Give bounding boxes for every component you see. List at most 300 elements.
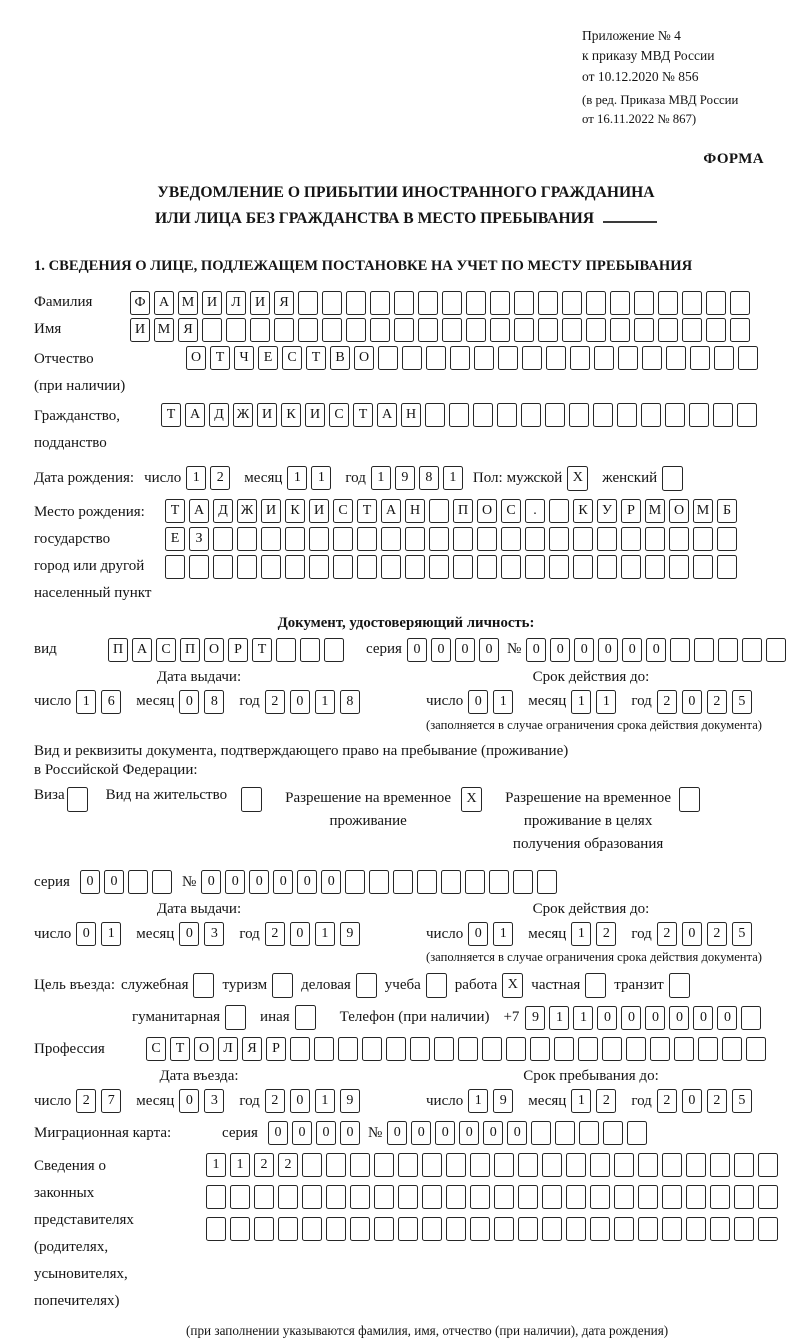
form-cell[interactable] bbox=[682, 318, 702, 342]
form-cell[interactable]: 1 bbox=[76, 690, 96, 714]
form-cell[interactable] bbox=[714, 346, 734, 370]
form-cell[interactable] bbox=[165, 555, 185, 579]
form-cell[interactable]: П bbox=[108, 638, 128, 662]
form-cell[interactable] bbox=[638, 1153, 658, 1177]
form-cell[interactable] bbox=[593, 403, 613, 427]
form-cell[interactable] bbox=[626, 1037, 646, 1061]
form-cell[interactable] bbox=[466, 318, 486, 342]
form-cell[interactable]: 0 bbox=[574, 638, 594, 662]
form-cell[interactable] bbox=[538, 291, 558, 315]
form-cell[interactable] bbox=[734, 1217, 754, 1241]
form-cell[interactable]: 1 bbox=[101, 922, 121, 946]
form-cell[interactable] bbox=[346, 291, 366, 315]
form-cell[interactable] bbox=[370, 318, 390, 342]
form-cell[interactable] bbox=[690, 346, 710, 370]
form-cell[interactable]: Т bbox=[210, 346, 230, 370]
form-cell[interactable] bbox=[573, 527, 593, 551]
form-cell[interactable] bbox=[686, 1185, 706, 1209]
form-cell[interactable] bbox=[521, 403, 541, 427]
form-cell[interactable] bbox=[542, 1153, 562, 1177]
form-cell[interactable]: 1 bbox=[315, 690, 335, 714]
form-cell[interactable]: И bbox=[202, 291, 222, 315]
form-cell[interactable] bbox=[614, 1153, 634, 1177]
form-cell[interactable] bbox=[693, 527, 713, 551]
form-cell[interactable] bbox=[686, 1153, 706, 1177]
purpose-official-checkbox[interactable] bbox=[193, 973, 214, 998]
form-cell[interactable]: 5 bbox=[732, 922, 752, 946]
form-cell[interactable] bbox=[434, 1037, 454, 1061]
form-cell[interactable]: 1 bbox=[315, 1089, 335, 1113]
form-cell[interactable]: 2 bbox=[210, 466, 230, 490]
form-cell[interactable] bbox=[617, 403, 637, 427]
temp-residence-edu-checkbox[interactable] bbox=[679, 787, 700, 812]
form-cell[interactable]: И bbox=[257, 403, 277, 427]
form-cell[interactable]: 0 bbox=[468, 922, 488, 946]
form-cell[interactable]: Ж bbox=[233, 403, 253, 427]
form-cell[interactable] bbox=[477, 555, 497, 579]
form-cell[interactable] bbox=[302, 1217, 322, 1241]
form-cell[interactable] bbox=[669, 555, 689, 579]
form-cell[interactable]: О bbox=[477, 499, 497, 523]
form-cell[interactable] bbox=[290, 1037, 310, 1061]
form-cell[interactable] bbox=[465, 870, 485, 894]
form-cell[interactable] bbox=[213, 527, 233, 551]
form-cell[interactable] bbox=[730, 291, 750, 315]
form-cell[interactable] bbox=[566, 1217, 586, 1241]
form-cell[interactable]: И bbox=[250, 291, 270, 315]
form-cell[interactable] bbox=[490, 318, 510, 342]
form-cell[interactable] bbox=[285, 555, 305, 579]
form-cell[interactable]: М bbox=[154, 318, 174, 342]
form-cell[interactable] bbox=[662, 1217, 682, 1241]
form-cell[interactable]: 2 bbox=[596, 1089, 616, 1113]
form-cell[interactable] bbox=[254, 1185, 274, 1209]
form-cell[interactable] bbox=[737, 403, 757, 427]
form-cell[interactable]: 0 bbox=[268, 1121, 288, 1145]
form-cell[interactable]: 0 bbox=[179, 690, 199, 714]
form-cell[interactable] bbox=[531, 1121, 551, 1145]
form-cell[interactable] bbox=[398, 1153, 418, 1177]
form-cell[interactable]: 0 bbox=[550, 638, 570, 662]
form-cell[interactable]: 1 bbox=[287, 466, 307, 490]
form-cell[interactable] bbox=[324, 638, 344, 662]
form-cell[interactable]: 0 bbox=[290, 922, 310, 946]
form-cell[interactable]: 0 bbox=[316, 1121, 336, 1145]
form-cell[interactable] bbox=[429, 527, 449, 551]
form-cell[interactable]: С bbox=[501, 499, 521, 523]
form-cell[interactable] bbox=[738, 346, 758, 370]
form-cell[interactable] bbox=[429, 555, 449, 579]
form-cell[interactable] bbox=[537, 870, 557, 894]
form-cell[interactable]: 0 bbox=[597, 1006, 617, 1030]
form-cell[interactable] bbox=[669, 527, 689, 551]
form-cell[interactable] bbox=[474, 346, 494, 370]
form-cell[interactable]: 5 bbox=[732, 690, 752, 714]
form-cell[interactable] bbox=[501, 527, 521, 551]
form-cell[interactable]: И bbox=[130, 318, 150, 342]
form-cell[interactable]: Д bbox=[213, 499, 233, 523]
form-cell[interactable] bbox=[713, 403, 733, 427]
form-cell[interactable] bbox=[642, 346, 662, 370]
form-cell[interactable]: П bbox=[453, 499, 473, 523]
form-cell[interactable] bbox=[398, 1185, 418, 1209]
form-cell[interactable]: Т bbox=[353, 403, 373, 427]
form-cell[interactable] bbox=[405, 527, 425, 551]
form-cell[interactable] bbox=[641, 403, 661, 427]
form-cell[interactable] bbox=[522, 346, 542, 370]
form-cell[interactable]: С bbox=[333, 499, 353, 523]
form-cell[interactable] bbox=[586, 291, 606, 315]
form-cell[interactable] bbox=[152, 870, 172, 894]
form-cell[interactable]: 0 bbox=[483, 1121, 503, 1145]
form-cell[interactable]: 2 bbox=[265, 690, 285, 714]
form-cell[interactable]: 0 bbox=[621, 1006, 641, 1030]
form-cell[interactable]: 0 bbox=[290, 1089, 310, 1113]
form-cell[interactable]: 0 bbox=[507, 1121, 527, 1145]
form-cell[interactable] bbox=[494, 1185, 514, 1209]
form-cell[interactable]: С bbox=[156, 638, 176, 662]
form-cell[interactable] bbox=[602, 1037, 622, 1061]
form-cell[interactable]: 0 bbox=[179, 1089, 199, 1113]
form-cell[interactable]: 0 bbox=[646, 638, 666, 662]
form-cell[interactable] bbox=[706, 291, 726, 315]
form-cell[interactable] bbox=[494, 1217, 514, 1241]
form-cell[interactable]: 2 bbox=[657, 690, 677, 714]
purpose-work-checkbox[interactable]: X bbox=[502, 973, 523, 998]
form-cell[interactable] bbox=[566, 1153, 586, 1177]
temp-residence-checkbox[interactable]: X bbox=[461, 787, 482, 812]
form-cell[interactable]: 0 bbox=[76, 922, 96, 946]
form-cell[interactable] bbox=[645, 527, 665, 551]
form-cell[interactable]: 1 bbox=[230, 1153, 250, 1177]
form-cell[interactable]: Р bbox=[621, 499, 641, 523]
form-cell[interactable]: 0 bbox=[411, 1121, 431, 1145]
form-cell[interactable]: О bbox=[354, 346, 374, 370]
form-cell[interactable] bbox=[542, 1217, 562, 1241]
form-cell[interactable] bbox=[418, 318, 438, 342]
form-cell[interactable] bbox=[466, 291, 486, 315]
form-cell[interactable]: Е bbox=[165, 527, 185, 551]
form-cell[interactable]: 1 bbox=[493, 922, 513, 946]
form-cell[interactable]: А bbox=[132, 638, 152, 662]
form-cell[interactable]: 0 bbox=[682, 922, 702, 946]
form-cell[interactable] bbox=[498, 346, 518, 370]
form-cell[interactable] bbox=[758, 1153, 778, 1177]
form-cell[interactable]: З bbox=[189, 527, 209, 551]
form-cell[interactable] bbox=[230, 1217, 250, 1241]
form-cell[interactable] bbox=[638, 1217, 658, 1241]
form-cell[interactable] bbox=[470, 1185, 490, 1209]
form-cell[interactable]: Ф bbox=[130, 291, 150, 315]
form-cell[interactable]: Н bbox=[405, 499, 425, 523]
form-cell[interactable] bbox=[250, 318, 270, 342]
form-cell[interactable] bbox=[446, 1217, 466, 1241]
form-cell[interactable]: 0 bbox=[340, 1121, 360, 1145]
form-cell[interactable] bbox=[618, 346, 638, 370]
form-cell[interactable] bbox=[449, 403, 469, 427]
form-cell[interactable] bbox=[350, 1217, 370, 1241]
form-cell[interactable]: 2 bbox=[707, 1089, 727, 1113]
form-cell[interactable] bbox=[274, 318, 294, 342]
form-cell[interactable]: 2 bbox=[657, 1089, 677, 1113]
form-cell[interactable] bbox=[634, 318, 654, 342]
form-cell[interactable] bbox=[261, 527, 281, 551]
form-cell[interactable]: 2 bbox=[657, 922, 677, 946]
form-cell[interactable] bbox=[662, 1185, 682, 1209]
form-cell[interactable]: 2 bbox=[596, 922, 616, 946]
form-cell[interactable]: 0 bbox=[249, 870, 269, 894]
form-cell[interactable] bbox=[734, 1153, 754, 1177]
form-cell[interactable] bbox=[682, 291, 702, 315]
form-cell[interactable] bbox=[525, 527, 545, 551]
form-cell[interactable] bbox=[441, 870, 461, 894]
form-cell[interactable] bbox=[326, 1217, 346, 1241]
form-cell[interactable]: 0 bbox=[693, 1006, 713, 1030]
form-cell[interactable]: 0 bbox=[104, 870, 124, 894]
form-cell[interactable]: Т bbox=[306, 346, 326, 370]
form-cell[interactable] bbox=[549, 527, 569, 551]
form-cell[interactable]: И bbox=[309, 499, 329, 523]
form-cell[interactable] bbox=[538, 318, 558, 342]
form-cell[interactable]: 9 bbox=[525, 1006, 545, 1030]
form-cell[interactable] bbox=[338, 1037, 358, 1061]
form-cell[interactable] bbox=[285, 527, 305, 551]
form-cell[interactable] bbox=[333, 555, 353, 579]
form-cell[interactable] bbox=[374, 1153, 394, 1177]
form-cell[interactable] bbox=[554, 1037, 574, 1061]
form-cell[interactable] bbox=[590, 1185, 610, 1209]
form-cell[interactable]: 2 bbox=[265, 1089, 285, 1113]
form-cell[interactable] bbox=[549, 555, 569, 579]
form-cell[interactable]: Ж bbox=[237, 499, 257, 523]
form-cell[interactable] bbox=[426, 346, 446, 370]
form-cell[interactable] bbox=[718, 638, 738, 662]
form-cell[interactable] bbox=[670, 638, 690, 662]
gender-male-checkbox[interactable]: X bbox=[567, 466, 588, 491]
form-cell[interactable]: 2 bbox=[76, 1089, 96, 1113]
form-cell[interactable]: 0 bbox=[179, 922, 199, 946]
form-cell[interactable] bbox=[514, 291, 534, 315]
form-cell[interactable]: . bbox=[525, 499, 545, 523]
purpose-tourism-checkbox[interactable] bbox=[272, 973, 293, 998]
form-cell[interactable]: 1 bbox=[571, 922, 591, 946]
form-cell[interactable] bbox=[206, 1217, 226, 1241]
form-cell[interactable]: 1 bbox=[573, 1006, 593, 1030]
form-cell[interactable] bbox=[621, 527, 641, 551]
form-cell[interactable] bbox=[710, 1185, 730, 1209]
form-cell[interactable]: 9 bbox=[340, 1089, 360, 1113]
form-cell[interactable] bbox=[658, 318, 678, 342]
form-cell[interactable] bbox=[206, 1185, 226, 1209]
form-cell[interactable] bbox=[374, 1217, 394, 1241]
form-cell[interactable]: 0 bbox=[459, 1121, 479, 1145]
form-cell[interactable] bbox=[742, 638, 762, 662]
form-cell[interactable]: 1 bbox=[549, 1006, 569, 1030]
form-cell[interactable]: Я bbox=[178, 318, 198, 342]
form-cell[interactable] bbox=[562, 291, 582, 315]
form-cell[interactable]: Д bbox=[209, 403, 229, 427]
form-cell[interactable] bbox=[766, 638, 786, 662]
form-cell[interactable]: В bbox=[330, 346, 350, 370]
form-cell[interactable] bbox=[202, 318, 222, 342]
form-cell[interactable] bbox=[758, 1185, 778, 1209]
form-cell[interactable] bbox=[518, 1185, 538, 1209]
form-cell[interactable]: 2 bbox=[707, 922, 727, 946]
form-cell[interactable]: Я bbox=[242, 1037, 262, 1061]
form-cell[interactable] bbox=[710, 1153, 730, 1177]
form-cell[interactable] bbox=[453, 527, 473, 551]
form-cell[interactable] bbox=[658, 291, 678, 315]
form-cell[interactable] bbox=[322, 291, 342, 315]
form-cell[interactable]: 0 bbox=[645, 1006, 665, 1030]
form-cell[interactable] bbox=[603, 1121, 623, 1145]
form-cell[interactable]: К bbox=[573, 499, 593, 523]
form-cell[interactable] bbox=[128, 870, 148, 894]
form-cell[interactable]: 1 bbox=[571, 1089, 591, 1113]
form-cell[interactable]: Б bbox=[717, 499, 737, 523]
form-cell[interactable] bbox=[213, 555, 233, 579]
form-cell[interactable]: Т bbox=[252, 638, 272, 662]
form-cell[interactable]: О bbox=[186, 346, 206, 370]
purpose-humanitarian-checkbox[interactable] bbox=[225, 1005, 246, 1030]
form-cell[interactable]: 9 bbox=[493, 1089, 513, 1113]
form-cell[interactable] bbox=[597, 527, 617, 551]
form-cell[interactable] bbox=[546, 346, 566, 370]
form-cell[interactable] bbox=[402, 346, 422, 370]
form-cell[interactable] bbox=[410, 1037, 430, 1061]
form-cell[interactable] bbox=[573, 555, 593, 579]
form-cell[interactable] bbox=[417, 870, 437, 894]
form-cell[interactable] bbox=[357, 527, 377, 551]
form-cell[interactable] bbox=[758, 1217, 778, 1241]
form-cell[interactable]: 0 bbox=[292, 1121, 312, 1145]
form-cell[interactable] bbox=[549, 499, 569, 523]
form-cell[interactable]: 0 bbox=[435, 1121, 455, 1145]
form-cell[interactable] bbox=[398, 1217, 418, 1241]
form-cell[interactable] bbox=[446, 1185, 466, 1209]
form-cell[interactable] bbox=[578, 1037, 598, 1061]
form-cell[interactable]: К bbox=[281, 403, 301, 427]
form-cell[interactable] bbox=[357, 555, 377, 579]
form-cell[interactable]: Я bbox=[274, 291, 294, 315]
form-cell[interactable]: 7 bbox=[101, 1089, 121, 1113]
form-cell[interactable]: Р bbox=[228, 638, 248, 662]
form-cell[interactable]: Ч bbox=[234, 346, 254, 370]
form-cell[interactable]: П bbox=[180, 638, 200, 662]
form-cell[interactable] bbox=[230, 1185, 250, 1209]
form-cell[interactable]: И bbox=[261, 499, 281, 523]
form-cell[interactable] bbox=[309, 555, 329, 579]
form-cell[interactable] bbox=[370, 291, 390, 315]
form-cell[interactable] bbox=[405, 555, 425, 579]
form-cell[interactable] bbox=[278, 1217, 298, 1241]
form-cell[interactable] bbox=[650, 1037, 670, 1061]
form-cell[interactable] bbox=[346, 318, 366, 342]
form-cell[interactable] bbox=[254, 1217, 274, 1241]
form-cell[interactable]: Т bbox=[170, 1037, 190, 1061]
form-cell[interactable] bbox=[501, 555, 521, 579]
purpose-business-checkbox[interactable] bbox=[356, 973, 377, 998]
form-cell[interactable]: С bbox=[146, 1037, 166, 1061]
form-cell[interactable]: И bbox=[305, 403, 325, 427]
form-cell[interactable] bbox=[514, 318, 534, 342]
form-cell[interactable] bbox=[530, 1037, 550, 1061]
form-cell[interactable]: 0 bbox=[669, 1006, 689, 1030]
form-cell[interactable] bbox=[722, 1037, 742, 1061]
form-cell[interactable]: 0 bbox=[80, 870, 100, 894]
form-cell[interactable]: Л bbox=[218, 1037, 238, 1061]
form-cell[interactable] bbox=[302, 1185, 322, 1209]
form-cell[interactable] bbox=[322, 318, 342, 342]
form-cell[interactable] bbox=[422, 1185, 442, 1209]
form-cell[interactable]: 0 bbox=[622, 638, 642, 662]
form-cell[interactable]: О bbox=[204, 638, 224, 662]
form-cell[interactable] bbox=[381, 555, 401, 579]
form-cell[interactable] bbox=[666, 346, 686, 370]
form-cell[interactable] bbox=[350, 1153, 370, 1177]
form-cell[interactable] bbox=[237, 527, 257, 551]
form-cell[interactable] bbox=[429, 499, 449, 523]
form-cell[interactable]: 0 bbox=[321, 870, 341, 894]
form-cell[interactable] bbox=[545, 403, 565, 427]
form-cell[interactable]: 0 bbox=[682, 690, 702, 714]
form-cell[interactable]: 9 bbox=[395, 466, 415, 490]
form-cell[interactable]: 1 bbox=[468, 1089, 488, 1113]
form-cell[interactable] bbox=[634, 291, 654, 315]
visa-checkbox[interactable] bbox=[67, 787, 88, 812]
form-cell[interactable] bbox=[473, 403, 493, 427]
form-cell[interactable]: 0 bbox=[598, 638, 618, 662]
form-cell[interactable] bbox=[309, 527, 329, 551]
form-cell[interactable] bbox=[362, 1037, 382, 1061]
form-cell[interactable] bbox=[453, 555, 473, 579]
form-cell[interactable] bbox=[506, 1037, 526, 1061]
form-cell[interactable] bbox=[542, 1185, 562, 1209]
form-cell[interactable] bbox=[333, 527, 353, 551]
form-cell[interactable] bbox=[418, 291, 438, 315]
form-cell[interactable] bbox=[442, 291, 462, 315]
form-cell[interactable] bbox=[741, 1006, 761, 1030]
form-cell[interactable] bbox=[477, 527, 497, 551]
form-cell[interactable] bbox=[710, 1217, 730, 1241]
form-cell[interactable]: 0 bbox=[468, 690, 488, 714]
form-cell[interactable]: А bbox=[185, 403, 205, 427]
form-cell[interactable]: 1 bbox=[571, 690, 591, 714]
form-cell[interactable] bbox=[237, 555, 257, 579]
form-cell[interactable]: 0 bbox=[297, 870, 317, 894]
form-cell[interactable]: К bbox=[285, 499, 305, 523]
form-cell[interactable] bbox=[645, 555, 665, 579]
form-cell[interactable]: 2 bbox=[278, 1153, 298, 1177]
form-cell[interactable] bbox=[369, 870, 389, 894]
form-cell[interactable] bbox=[393, 870, 413, 894]
form-cell[interactable]: А bbox=[154, 291, 174, 315]
form-cell[interactable] bbox=[665, 403, 685, 427]
form-cell[interactable] bbox=[610, 318, 630, 342]
form-cell[interactable] bbox=[689, 403, 709, 427]
form-cell[interactable] bbox=[422, 1217, 442, 1241]
form-cell[interactable] bbox=[693, 555, 713, 579]
form-cell[interactable] bbox=[489, 870, 509, 894]
form-cell[interactable] bbox=[518, 1153, 538, 1177]
form-cell[interactable] bbox=[614, 1185, 634, 1209]
form-cell[interactable] bbox=[555, 1121, 575, 1145]
form-cell[interactable] bbox=[374, 1185, 394, 1209]
form-cell[interactable]: 0 bbox=[225, 870, 245, 894]
form-cell[interactable] bbox=[394, 318, 414, 342]
purpose-other-checkbox[interactable] bbox=[295, 1005, 316, 1030]
form-cell[interactable] bbox=[562, 318, 582, 342]
